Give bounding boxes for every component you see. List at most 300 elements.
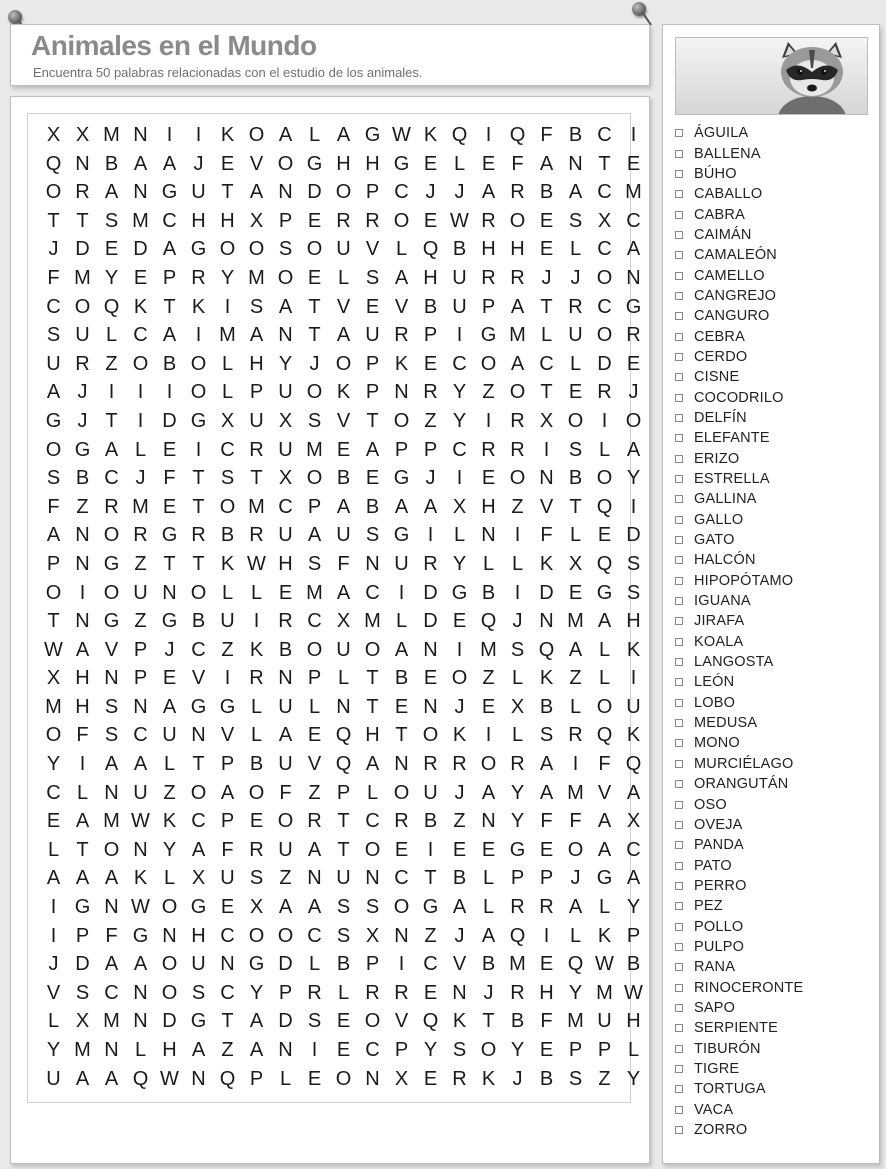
grid-letter[interactable]: P bbox=[626, 924, 641, 947]
word-list-item[interactable] bbox=[675, 977, 803, 997]
grid-letter[interactable]: T bbox=[424, 867, 437, 890]
grid-letter[interactable]: O bbox=[248, 781, 265, 804]
grid-letter[interactable]: L bbox=[250, 581, 263, 604]
grid-letter[interactable]: L bbox=[540, 324, 553, 347]
grid-letter[interactable]: A bbox=[510, 295, 525, 318]
word-list-item[interactable] bbox=[675, 652, 803, 672]
grid-letter[interactable]: B bbox=[162, 352, 177, 375]
grid-letter[interactable]: R bbox=[510, 266, 525, 289]
grid-letter[interactable]: O bbox=[567, 409, 584, 432]
grid-letter[interactable]: L bbox=[76, 781, 89, 804]
grid-letter[interactable]: R bbox=[394, 810, 409, 833]
grid-letter[interactable]: V bbox=[394, 295, 409, 318]
grid-letter[interactable]: O bbox=[277, 924, 294, 947]
grid-letter[interactable]: X bbox=[75, 124, 90, 146]
grid-letter[interactable]: M bbox=[132, 495, 149, 518]
grid-letter[interactable]: G bbox=[103, 552, 120, 575]
grid-letter[interactable]: H bbox=[191, 924, 206, 947]
word-checkbox[interactable] bbox=[675, 475, 683, 483]
grid-letter[interactable]: S bbox=[626, 552, 641, 575]
grid-letter[interactable]: A bbox=[336, 124, 351, 146]
grid-letter[interactable]: B bbox=[481, 953, 496, 976]
grid-letter[interactable]: I bbox=[79, 581, 86, 604]
word-checkbox[interactable] bbox=[675, 272, 683, 280]
grid-letter[interactable]: G bbox=[45, 409, 62, 432]
grid-letter[interactable]: A bbox=[510, 352, 525, 375]
grid-letter[interactable]: L bbox=[134, 438, 147, 461]
grid-letter[interactable]: Z bbox=[482, 381, 495, 404]
grid-letter[interactable]: M bbox=[596, 981, 613, 1004]
grid-letter[interactable]: N bbox=[75, 524, 90, 547]
grid-letter[interactable]: V bbox=[336, 295, 351, 318]
grid-letter[interactable]: I bbox=[543, 924, 550, 947]
grid-letter[interactable]: F bbox=[47, 495, 60, 518]
grid-letter[interactable]: S bbox=[104, 695, 119, 718]
word-list-item[interactable] bbox=[675, 265, 803, 285]
grid-letter[interactable]: R bbox=[423, 381, 438, 404]
grid-letter[interactable]: P bbox=[249, 381, 264, 404]
grid-letter[interactable]: C bbox=[104, 981, 119, 1004]
grid-letter[interactable]: Z bbox=[134, 552, 147, 575]
grid-letter[interactable]: I bbox=[514, 524, 521, 547]
grid-letter[interactable]: C bbox=[133, 324, 148, 347]
grid-letter[interactable]: Z bbox=[424, 924, 437, 947]
grid-letter[interactable]: O bbox=[306, 467, 323, 490]
grid-letter[interactable]: A bbox=[481, 924, 496, 947]
grid-letter[interactable]: U bbox=[249, 409, 264, 432]
grid-letter[interactable]: E bbox=[365, 295, 380, 318]
grid-letter[interactable]: W bbox=[595, 953, 614, 976]
grid-letter[interactable]: F bbox=[105, 924, 118, 947]
grid-letter[interactable]: O bbox=[161, 896, 178, 919]
grid-letter[interactable]: O bbox=[393, 209, 410, 232]
grid-letter[interactable]: A bbox=[75, 867, 90, 890]
word-checkbox[interactable] bbox=[675, 821, 683, 829]
grid-letter[interactable]: K bbox=[626, 724, 641, 747]
word-list-item[interactable] bbox=[675, 1079, 803, 1099]
grid-letter[interactable]: I bbox=[311, 1039, 318, 1061]
grid-letter[interactable]: K bbox=[539, 552, 554, 575]
grid-letter[interactable]: S bbox=[307, 552, 322, 575]
grid-letter[interactable]: R bbox=[249, 438, 264, 461]
grid-letter[interactable]: O bbox=[335, 1067, 352, 1090]
grid-letter[interactable]: A bbox=[133, 152, 148, 175]
grid-letter[interactable]: R bbox=[75, 181, 90, 204]
word-list-item[interactable] bbox=[675, 774, 803, 794]
grid-letter[interactable]: A bbox=[423, 495, 438, 518]
grid-letter[interactable]: I bbox=[456, 467, 463, 490]
grid-letter[interactable]: I bbox=[601, 409, 608, 432]
grid-letter[interactable]: E bbox=[626, 152, 641, 175]
grid-letter[interactable]: O bbox=[277, 810, 294, 833]
grid-letter[interactable]: M bbox=[625, 181, 642, 204]
grid-letter[interactable]: H bbox=[162, 1039, 177, 1061]
grid-letter[interactable]: N bbox=[626, 266, 641, 289]
grid-letter[interactable]: A bbox=[162, 152, 177, 175]
grid-letter[interactable]: U bbox=[278, 753, 293, 776]
grid-letter[interactable]: C bbox=[104, 467, 119, 490]
word-list-item[interactable] bbox=[675, 326, 803, 346]
grid-letter[interactable]: I bbox=[456, 324, 463, 347]
grid-letter[interactable]: M bbox=[567, 781, 584, 804]
grid-letter[interactable]: O bbox=[567, 838, 584, 861]
grid-letter[interactable]: A bbox=[46, 381, 61, 404]
word-list-item[interactable] bbox=[675, 489, 803, 509]
grid-letter[interactable]: K bbox=[452, 724, 467, 747]
grid-letter[interactable]: Q bbox=[480, 610, 497, 633]
grid-letter[interactable]: T bbox=[163, 552, 176, 575]
grid-letter[interactable]: O bbox=[45, 438, 62, 461]
grid-letter[interactable]: H bbox=[336, 152, 351, 175]
grid-letter[interactable]: Q bbox=[596, 552, 613, 575]
grid-letter[interactable]: O bbox=[393, 409, 410, 432]
grid-letter[interactable]: Y bbox=[452, 552, 467, 575]
grid-letter[interactable]: G bbox=[161, 181, 178, 204]
grid-letter[interactable]: E bbox=[394, 695, 409, 718]
grid-letter[interactable]: S bbox=[46, 467, 61, 490]
grid-letter[interactable]: I bbox=[398, 953, 405, 976]
grid-letter[interactable]: N bbox=[336, 695, 351, 718]
grid-letter[interactable]: P bbox=[394, 1039, 409, 1061]
grid-letter[interactable]: U bbox=[278, 524, 293, 547]
grid-letter[interactable]: H bbox=[510, 238, 525, 261]
grid-letter[interactable]: G bbox=[509, 838, 526, 861]
grid-letter[interactable]: R bbox=[307, 981, 322, 1004]
grid-letter[interactable]: Q bbox=[103, 295, 120, 318]
grid-letter[interactable]: N bbox=[278, 324, 293, 347]
grid-letter[interactable]: E bbox=[539, 1039, 554, 1061]
grid-letter[interactable]: Q bbox=[567, 953, 584, 976]
word-checkbox[interactable] bbox=[675, 251, 683, 259]
word-list-item[interactable] bbox=[675, 143, 803, 163]
grid-letter[interactable]: A bbox=[220, 781, 235, 804]
grid-letter[interactable]: O bbox=[103, 838, 120, 861]
word-checkbox[interactable] bbox=[675, 780, 683, 788]
grid-letter[interactable]: T bbox=[337, 838, 350, 861]
grid-letter[interactable]: K bbox=[423, 124, 438, 146]
grid-letter[interactable]: O bbox=[335, 352, 352, 375]
grid-letter[interactable]: A bbox=[46, 867, 61, 890]
grid-letter[interactable]: H bbox=[365, 724, 380, 747]
grid-letter[interactable]: W bbox=[44, 638, 63, 661]
grid-letter[interactable]: R bbox=[539, 896, 554, 919]
grid-letter[interactable]: B bbox=[539, 1067, 554, 1090]
grid-letter[interactable]: K bbox=[336, 381, 351, 404]
grid-letter[interactable]: I bbox=[427, 524, 434, 547]
word-list-item[interactable] bbox=[675, 693, 803, 713]
grid-letter[interactable]: D bbox=[539, 581, 554, 604]
grid-letter[interactable]: G bbox=[161, 610, 178, 633]
grid-letter[interactable]: M bbox=[509, 953, 526, 976]
grid-letter[interactable]: E bbox=[394, 838, 409, 861]
grid-letter[interactable]: E bbox=[336, 438, 351, 461]
grid-letter[interactable]: L bbox=[250, 724, 263, 747]
grid-letter[interactable]: R bbox=[481, 438, 496, 461]
grid-letter[interactable]: S bbox=[365, 896, 380, 919]
grid-letter[interactable]: A bbox=[104, 438, 119, 461]
grid-letter[interactable]: A bbox=[481, 181, 496, 204]
grid-letter[interactable]: C bbox=[365, 581, 380, 604]
grid-letter[interactable]: Z bbox=[279, 867, 292, 890]
grid-letter[interactable]: N bbox=[452, 981, 467, 1004]
grid-letter[interactable]: O bbox=[103, 524, 120, 547]
grid-letter[interactable]: A bbox=[249, 181, 264, 204]
grid-letter[interactable]: N bbox=[133, 695, 148, 718]
grid-letter[interactable]: E bbox=[423, 981, 438, 1004]
grid-letter[interactable]: M bbox=[509, 324, 526, 347]
grid-letter[interactable]: A bbox=[278, 896, 293, 919]
grid-letter[interactable]: P bbox=[133, 667, 148, 690]
grid-letter[interactable]: Y bbox=[220, 266, 235, 289]
grid-letter[interactable]: W bbox=[247, 552, 266, 575]
grid-letter[interactable]: N bbox=[133, 181, 148, 204]
grid-letter[interactable]: O bbox=[451, 667, 468, 690]
grid-letter[interactable]: C bbox=[597, 238, 612, 261]
grid-letter[interactable]: Z bbox=[134, 610, 147, 633]
grid-letter[interactable]: B bbox=[336, 467, 351, 490]
grid-letter[interactable]: Y bbox=[278, 352, 293, 375]
grid-letter[interactable]: A bbox=[626, 781, 641, 804]
grid-letter[interactable]: A bbox=[191, 838, 206, 861]
grid-letter[interactable]: P bbox=[46, 552, 61, 575]
grid-letter[interactable]: Q bbox=[422, 238, 439, 261]
grid-letter[interactable]: U bbox=[75, 324, 90, 347]
grid-letter[interactable]: T bbox=[395, 724, 408, 747]
grid-letter[interactable]: J bbox=[541, 266, 552, 289]
grid-letter[interactable]: X bbox=[249, 209, 264, 232]
grid-letter[interactable]: S bbox=[365, 266, 380, 289]
grid-letter[interactable]: C bbox=[597, 124, 612, 146]
word-checkbox[interactable] bbox=[675, 923, 683, 931]
grid-letter[interactable]: E bbox=[46, 810, 61, 833]
grid-letter[interactable]: Y bbox=[510, 1039, 525, 1061]
grid-letter[interactable]: E bbox=[423, 1067, 438, 1090]
word-list-item[interactable] bbox=[675, 245, 803, 265]
grid-letter[interactable]: N bbox=[104, 781, 119, 804]
grid-letter[interactable]: B bbox=[75, 467, 90, 490]
grid-letter[interactable]: V bbox=[452, 953, 467, 976]
grid-letter[interactable]: O bbox=[509, 381, 526, 404]
grid-letter[interactable]: V bbox=[539, 495, 554, 518]
grid-letter[interactable]: M bbox=[567, 1010, 584, 1033]
grid-letter[interactable]: L bbox=[337, 667, 350, 690]
grid-letter[interactable]: L bbox=[221, 581, 234, 604]
grid-letter[interactable]: G bbox=[625, 295, 642, 318]
grid-letter[interactable]: A bbox=[597, 810, 612, 833]
grid-letter[interactable]: L bbox=[105, 324, 118, 347]
grid-letter[interactable]: O bbox=[306, 638, 323, 661]
grid-letter[interactable]: E bbox=[452, 838, 467, 861]
grid-letter[interactable]: X bbox=[278, 467, 293, 490]
grid-letter[interactable]: Y bbox=[626, 896, 641, 919]
grid-letter[interactable]: L bbox=[569, 695, 582, 718]
grid-letter[interactable]: T bbox=[192, 467, 205, 490]
grid-letter[interactable]: E bbox=[539, 209, 554, 232]
grid-letter[interactable]: U bbox=[394, 552, 409, 575]
grid-letter[interactable]: U bbox=[336, 638, 351, 661]
grid-letter[interactable]: C bbox=[394, 867, 409, 890]
grid-letter[interactable]: D bbox=[75, 953, 90, 976]
grid-letter[interactable]: S bbox=[278, 238, 293, 261]
grid-letter[interactable]: L bbox=[569, 924, 582, 947]
grid-letter[interactable]: N bbox=[568, 152, 583, 175]
grid-letter[interactable]: N bbox=[365, 1067, 380, 1090]
grid-letter[interactable]: Z bbox=[308, 781, 321, 804]
grid-letter[interactable]: G bbox=[190, 695, 207, 718]
word-list-item[interactable] bbox=[675, 957, 803, 977]
grid-letter[interactable]: S bbox=[365, 524, 380, 547]
grid-letter[interactable]: Z bbox=[453, 810, 466, 833]
grid-letter[interactable]: R bbox=[568, 295, 583, 318]
grid-letter[interactable]: I bbox=[630, 495, 637, 518]
grid-letter[interactable]: G bbox=[74, 896, 91, 919]
grid-letter[interactable]: I bbox=[572, 753, 579, 776]
word-list-item[interactable] bbox=[675, 937, 803, 957]
word-list-item[interactable] bbox=[675, 1059, 803, 1079]
grid-letter[interactable]: F bbox=[569, 810, 582, 833]
grid-letter[interactable]: C bbox=[394, 181, 409, 204]
grid-letter[interactable]: G bbox=[596, 581, 613, 604]
word-list-item[interactable] bbox=[675, 835, 803, 855]
grid-letter[interactable]: L bbox=[134, 1039, 147, 1061]
grid-letter[interactable]: O bbox=[219, 495, 236, 518]
grid-letter[interactable]: B bbox=[452, 238, 467, 261]
grid-letter[interactable]: P bbox=[307, 667, 322, 690]
grid-letter[interactable]: A bbox=[626, 438, 641, 461]
grid-letter[interactable]: L bbox=[598, 638, 611, 661]
grid-letter[interactable]: J bbox=[425, 467, 436, 490]
grid-letter[interactable]: L bbox=[163, 867, 176, 890]
grid-letter[interactable]: Y bbox=[568, 981, 583, 1004]
word-checkbox[interactable] bbox=[675, 353, 683, 361]
grid-letter[interactable]: K bbox=[133, 867, 148, 890]
grid-letter[interactable]: A bbox=[568, 638, 583, 661]
grid-letter[interactable]: O bbox=[45, 581, 62, 604]
grid-letter[interactable]: D bbox=[133, 238, 148, 261]
grid-letter[interactable]: W bbox=[392, 124, 411, 146]
grid-letter[interactable]: V bbox=[597, 781, 612, 804]
grid-letter[interactable]: T bbox=[192, 753, 205, 776]
grid-letter[interactable]: O bbox=[219, 238, 236, 261]
grid-letter[interactable]: R bbox=[568, 724, 583, 747]
grid-letter[interactable]: E bbox=[133, 266, 148, 289]
grid-letter[interactable]: H bbox=[626, 610, 641, 633]
grid-letter[interactable]: L bbox=[569, 238, 582, 261]
grid-letter[interactable]: J bbox=[454, 181, 465, 204]
grid-letter[interactable]: S bbox=[626, 581, 641, 604]
grid-letter[interactable]: Z bbox=[163, 781, 176, 804]
grid-letter[interactable]: M bbox=[45, 695, 62, 718]
grid-letter[interactable]: Q bbox=[422, 1010, 439, 1033]
grid-letter[interactable]: J bbox=[454, 695, 465, 718]
grid-letter[interactable]: Y bbox=[452, 381, 467, 404]
grid-letter[interactable]: I bbox=[456, 638, 463, 661]
word-list-item[interactable] bbox=[675, 754, 803, 774]
grid-letter[interactable]: J bbox=[48, 238, 59, 261]
grid-letter[interactable]: T bbox=[366, 695, 379, 718]
grid-letter[interactable]: J bbox=[135, 467, 146, 490]
grid-letter[interactable]: O bbox=[335, 181, 352, 204]
word-checkbox[interactable] bbox=[675, 617, 683, 625]
grid-letter[interactable]: H bbox=[75, 695, 90, 718]
grid-letter[interactable]: A bbox=[104, 953, 119, 976]
grid-letter[interactable]: R bbox=[191, 524, 206, 547]
grid-letter[interactable]: L bbox=[279, 1067, 292, 1090]
grid-letter[interactable]: U bbox=[278, 381, 293, 404]
grid-letter[interactable]: A bbox=[626, 867, 641, 890]
grid-letter[interactable]: E bbox=[249, 810, 264, 833]
grid-letter[interactable]: O bbox=[364, 1010, 381, 1033]
grid-letter[interactable]: G bbox=[422, 896, 439, 919]
grid-letter[interactable]: N bbox=[104, 1039, 119, 1061]
grid-letter[interactable]: T bbox=[337, 810, 350, 833]
grid-letter[interactable]: A bbox=[133, 953, 148, 976]
grid-letter[interactable]: R bbox=[452, 753, 467, 776]
grid-letter[interactable]: A bbox=[568, 896, 583, 919]
grid-letter[interactable]: O bbox=[277, 152, 294, 175]
word-list-item[interactable] bbox=[675, 408, 803, 428]
grid-letter[interactable]: I bbox=[137, 409, 144, 432]
grid-letter[interactable]: Y bbox=[46, 753, 61, 776]
grid-letter[interactable]: A bbox=[307, 838, 322, 861]
grid-letter[interactable]: A bbox=[539, 152, 554, 175]
word-list-item[interactable] bbox=[675, 591, 803, 611]
grid-letter[interactable]: I bbox=[253, 610, 260, 633]
word-list-item[interactable] bbox=[675, 672, 803, 692]
grid-letter[interactable]: A bbox=[481, 781, 496, 804]
grid-letter[interactable]: A bbox=[249, 1010, 264, 1033]
grid-letter[interactable]: Q bbox=[451, 124, 468, 146]
grid-letter[interactable]: L bbox=[395, 610, 408, 633]
grid-letter[interactable]: G bbox=[596, 867, 613, 890]
grid-letter[interactable]: R bbox=[104, 495, 119, 518]
word-checkbox[interactable] bbox=[675, 678, 683, 686]
grid-letter[interactable]: N bbox=[481, 810, 496, 833]
word-checkbox[interactable] bbox=[675, 414, 683, 422]
grid-letter[interactable]: H bbox=[539, 981, 554, 1004]
grid-letter[interactable]: Z bbox=[569, 667, 582, 690]
grid-letter[interactable]: V bbox=[104, 638, 119, 661]
word-checkbox[interactable] bbox=[675, 719, 683, 727]
word-checkbox[interactable] bbox=[675, 882, 683, 890]
grid-letter[interactable]: S bbox=[452, 1039, 467, 1061]
grid-letter[interactable]: J bbox=[77, 381, 88, 404]
word-checkbox[interactable] bbox=[675, 801, 683, 809]
grid-letter[interactable]: S bbox=[191, 981, 206, 1004]
grid-letter[interactable]: O bbox=[306, 381, 323, 404]
grid-letter[interactable]: L bbox=[308, 124, 321, 146]
grid-letter[interactable]: G bbox=[103, 610, 120, 633]
grid-letter[interactable]: J bbox=[454, 781, 465, 804]
grid-letter[interactable]: K bbox=[249, 638, 264, 661]
grid-letter[interactable]: P bbox=[220, 753, 235, 776]
grid-letter[interactable]: M bbox=[103, 1010, 120, 1033]
word-list-item[interactable] bbox=[675, 286, 803, 306]
grid-letter[interactable]: M bbox=[248, 266, 265, 289]
grid-letter[interactable]: N bbox=[133, 981, 148, 1004]
grid-letter[interactable]: G bbox=[393, 152, 410, 175]
grid-letter[interactable]: U bbox=[365, 324, 380, 347]
grid-letter[interactable]: I bbox=[137, 381, 144, 404]
grid-letter[interactable]: C bbox=[191, 638, 206, 661]
word-checkbox[interactable] bbox=[675, 170, 683, 178]
grid-letter[interactable]: L bbox=[453, 524, 466, 547]
grid-letter[interactable]: J bbox=[483, 981, 494, 1004]
grid-letter[interactable]: C bbox=[278, 495, 293, 518]
grid-letter[interactable]: L bbox=[47, 1010, 60, 1033]
grid-letter[interactable]: S bbox=[46, 324, 61, 347]
grid-letter[interactable]: X bbox=[75, 1010, 90, 1033]
